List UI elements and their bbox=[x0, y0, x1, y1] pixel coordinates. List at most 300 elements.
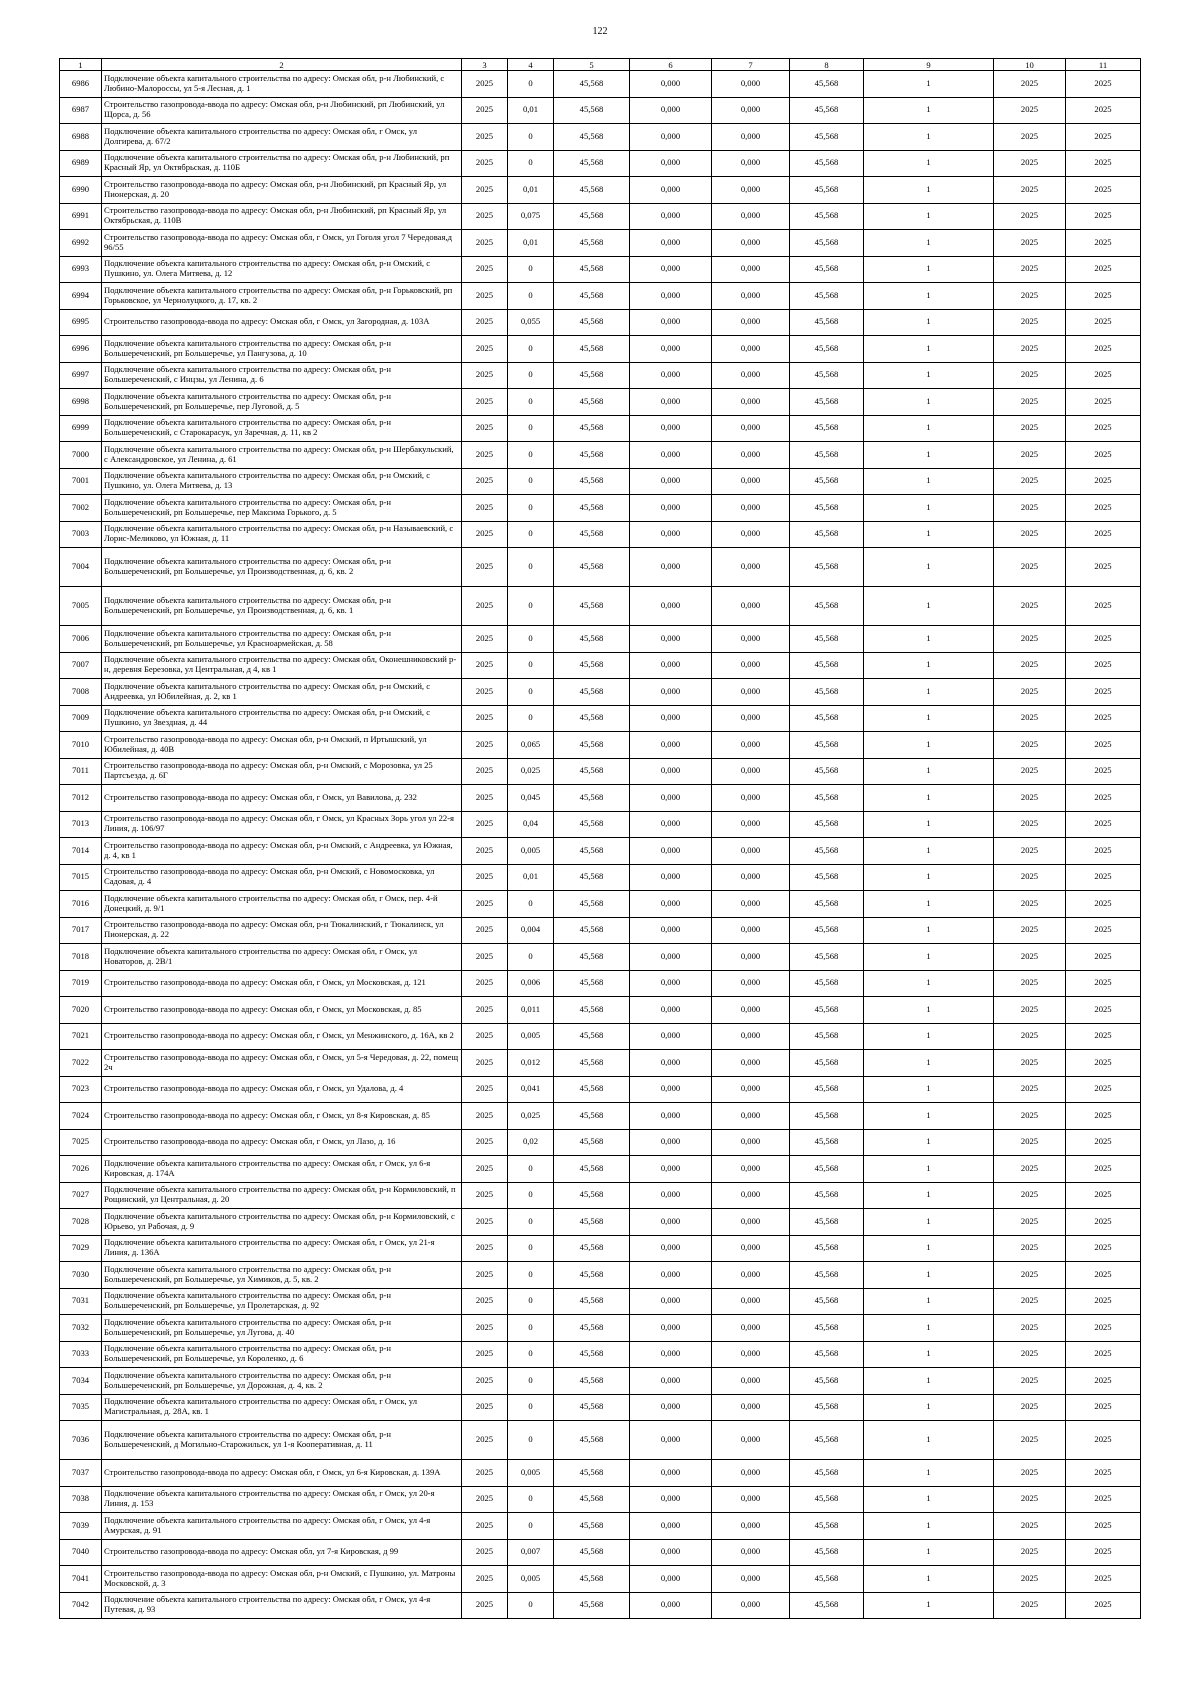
col-8-value: 45,568 bbox=[790, 1486, 864, 1513]
col-5-value: 45,568 bbox=[554, 785, 630, 812]
col-3-value: 2025 bbox=[462, 1156, 508, 1183]
col-5-value: 45,568 bbox=[554, 442, 630, 469]
object-description: Строительство газопровода-ввода по адресу: Омская обл, р-н Любинский, рп Красный Яр, ул Пионерская, д. 20 bbox=[102, 177, 462, 204]
col-3-value: 2025 bbox=[462, 1592, 508, 1619]
col-10-value: 2025 bbox=[994, 891, 1066, 918]
col-11-value: 2025 bbox=[1066, 1341, 1141, 1368]
col-6-value: 0,000 bbox=[630, 864, 712, 891]
table-row bbox=[60, 1566, 1141, 1593]
row-number: 7011 bbox=[60, 758, 102, 785]
col-6-value: 0,000 bbox=[630, 1103, 712, 1130]
col-10-value: 2025 bbox=[994, 468, 1066, 495]
col-11-value: 2025 bbox=[1066, 1235, 1141, 1262]
col-5-value: 45,568 bbox=[554, 1486, 630, 1513]
col-8-value: 45,568 bbox=[790, 521, 864, 548]
col-10-value: 2025 bbox=[994, 1486, 1066, 1513]
col-8-value: 45,568 bbox=[790, 415, 864, 442]
col-8-value: 45,568 bbox=[790, 1513, 864, 1540]
col-4-value: 0 bbox=[508, 1209, 554, 1236]
object-description: Строительство газопровода-ввода по адресу: Омская обл, р-н Любинский, рп Любинский, ул Щорса, д. 56 bbox=[102, 97, 462, 124]
col-3-value: 2025 bbox=[462, 758, 508, 785]
col-6-value: 0,000 bbox=[630, 203, 712, 230]
col-8-value: 45,568 bbox=[790, 468, 864, 495]
col-5-value: 45,568 bbox=[554, 1421, 630, 1460]
col-3-value: 2025 bbox=[462, 1235, 508, 1262]
table-row bbox=[60, 1235, 1141, 1262]
col-5-value: 45,568 bbox=[554, 1182, 630, 1209]
table-row bbox=[60, 495, 1141, 522]
table-row bbox=[60, 864, 1141, 891]
col-5-value: 45,568 bbox=[554, 864, 630, 891]
col-8-value: 45,568 bbox=[790, 309, 864, 336]
col-6-value: 0,000 bbox=[630, 521, 712, 548]
col-5-value: 45,568 bbox=[554, 71, 630, 98]
col-8-value: 45,568 bbox=[790, 150, 864, 177]
column-header: 6 bbox=[630, 59, 712, 71]
col-8-value: 45,568 bbox=[790, 71, 864, 98]
col-3-value: 2025 bbox=[462, 1103, 508, 1130]
col-6-value: 0,000 bbox=[630, 1394, 712, 1421]
col-10-value: 2025 bbox=[994, 548, 1066, 587]
col-5-value: 45,568 bbox=[554, 1394, 630, 1421]
table-row bbox=[60, 705, 1141, 732]
col-10-value: 2025 bbox=[994, 1235, 1066, 1262]
col-9-value: 1 bbox=[864, 705, 994, 732]
object-description: Строительство газопровода-ввода по адресу: Омская обл, г Омск, ул 8-я Кировская, д. 85 bbox=[102, 1103, 462, 1130]
col-9-value: 1 bbox=[864, 177, 994, 204]
col-10-value: 2025 bbox=[994, 203, 1066, 230]
col-8-value: 45,568 bbox=[790, 917, 864, 944]
col-10-value: 2025 bbox=[994, 230, 1066, 257]
col-8-value: 45,568 bbox=[790, 1368, 864, 1395]
col-3-value: 2025 bbox=[462, 256, 508, 283]
object-description: Подключение объекта капитального строительства по адресу: Омская обл, р-н Большереченский, д Могильно-Старожильск, ул 1-я Кооперативная, д. 11 bbox=[102, 1421, 462, 1460]
column-header: 11 bbox=[1066, 59, 1141, 71]
object-description: Подключение объекта капитального строительства по адресу: Омская обл, г Омск, ул 6-я Кировская, д. 174А bbox=[102, 1156, 462, 1183]
col-5-value: 45,568 bbox=[554, 336, 630, 363]
col-10-value: 2025 bbox=[994, 838, 1066, 865]
col-6-value: 0,000 bbox=[630, 283, 712, 310]
col-4-value: 0 bbox=[508, 1315, 554, 1342]
col-3-value: 2025 bbox=[462, 1341, 508, 1368]
table-row bbox=[60, 521, 1141, 548]
col-10-value: 2025 bbox=[994, 97, 1066, 124]
col-5-value: 45,568 bbox=[554, 495, 630, 522]
col-11-value: 2025 bbox=[1066, 1394, 1141, 1421]
table-row bbox=[60, 1513, 1141, 1540]
col-5-value: 45,568 bbox=[554, 362, 630, 389]
table-row bbox=[60, 970, 1141, 997]
col-10-value: 2025 bbox=[994, 1539, 1066, 1566]
col-3-value: 2025 bbox=[462, 838, 508, 865]
col-7-value: 0,000 bbox=[712, 1156, 790, 1183]
col-11-value: 2025 bbox=[1066, 944, 1141, 971]
object-description: Подключение объекта капитального строительства по адресу: Омская обл, г Омск, ул Новаторов, д. 2В/1 bbox=[102, 944, 462, 971]
col-3-value: 2025 bbox=[462, 415, 508, 442]
col-3-value: 2025 bbox=[462, 283, 508, 310]
col-9-value: 1 bbox=[864, 1209, 994, 1236]
col-6-value: 0,000 bbox=[630, 785, 712, 812]
col-8-value: 45,568 bbox=[790, 1341, 864, 1368]
col-8-value: 45,568 bbox=[790, 864, 864, 891]
col-11-value: 2025 bbox=[1066, 309, 1141, 336]
table-row bbox=[60, 362, 1141, 389]
col-5-value: 45,568 bbox=[554, 415, 630, 442]
table-row bbox=[60, 389, 1141, 416]
col-7-value: 0,000 bbox=[712, 1368, 790, 1395]
col-11-value: 2025 bbox=[1066, 997, 1141, 1024]
col-5-value: 45,568 bbox=[554, 309, 630, 336]
col-10-value: 2025 bbox=[994, 150, 1066, 177]
col-6-value: 0,000 bbox=[630, 1076, 712, 1103]
col-11-value: 2025 bbox=[1066, 1129, 1141, 1156]
row-number: 7027 bbox=[60, 1182, 102, 1209]
col-3-value: 2025 bbox=[462, 203, 508, 230]
col-10-value: 2025 bbox=[994, 1368, 1066, 1395]
col-7-value: 0,000 bbox=[712, 997, 790, 1024]
table-row bbox=[60, 1486, 1141, 1513]
row-number: 7020 bbox=[60, 997, 102, 1024]
row-number: 7037 bbox=[60, 1460, 102, 1487]
col-4-value: 0 bbox=[508, 415, 554, 442]
col-5-value: 45,568 bbox=[554, 838, 630, 865]
object-description: Строительство газопровода-ввода по адресу: Омская обл, р-н Любинский, рп Красный Яр, ул Октябрьская, д. 110В bbox=[102, 203, 462, 230]
col-4-value: 0,012 bbox=[508, 1050, 554, 1077]
col-5-value: 45,568 bbox=[554, 732, 630, 759]
col-11-value: 2025 bbox=[1066, 838, 1141, 865]
col-5-value: 45,568 bbox=[554, 811, 630, 838]
col-4-value: 0 bbox=[508, 71, 554, 98]
col-3-value: 2025 bbox=[462, 679, 508, 706]
col-6-value: 0,000 bbox=[630, 1050, 712, 1077]
col-8-value: 45,568 bbox=[790, 1209, 864, 1236]
col-11-value: 2025 bbox=[1066, 1566, 1141, 1593]
col-10-value: 2025 bbox=[994, 1460, 1066, 1487]
row-number: 7030 bbox=[60, 1262, 102, 1289]
row-number: 7038 bbox=[60, 1486, 102, 1513]
table-row bbox=[60, 1103, 1141, 1130]
table-row bbox=[60, 1539, 1141, 1566]
col-11-value: 2025 bbox=[1066, 970, 1141, 997]
col-6-value: 0,000 bbox=[630, 124, 712, 151]
row-number: 7022 bbox=[60, 1050, 102, 1077]
row-number: 7010 bbox=[60, 732, 102, 759]
col-10-value: 2025 bbox=[994, 864, 1066, 891]
col-8-value: 45,568 bbox=[790, 495, 864, 522]
col-6-value: 0,000 bbox=[630, 495, 712, 522]
col-5-value: 45,568 bbox=[554, 230, 630, 257]
col-4-value: 0 bbox=[508, 389, 554, 416]
col-3-value: 2025 bbox=[462, 336, 508, 363]
col-10-value: 2025 bbox=[994, 705, 1066, 732]
col-10-value: 2025 bbox=[994, 917, 1066, 944]
col-11-value: 2025 bbox=[1066, 256, 1141, 283]
col-11-value: 2025 bbox=[1066, 679, 1141, 706]
col-10-value: 2025 bbox=[994, 944, 1066, 971]
col-11-value: 2025 bbox=[1066, 97, 1141, 124]
col-3-value: 2025 bbox=[462, 521, 508, 548]
col-5-value: 45,568 bbox=[554, 1513, 630, 1540]
table-row bbox=[60, 838, 1141, 865]
object-description: Подключение объекта капитального строительства по адресу: Омская обл, р-н Омский, с Пушкино, ул Звездная, д. 44 bbox=[102, 705, 462, 732]
table-row bbox=[60, 177, 1141, 204]
col-9-value: 1 bbox=[864, 1486, 994, 1513]
col-9-value: 1 bbox=[864, 1050, 994, 1077]
col-7-value: 0,000 bbox=[712, 283, 790, 310]
row-number: 6986 bbox=[60, 71, 102, 98]
col-8-value: 45,568 bbox=[790, 548, 864, 587]
col-3-value: 2025 bbox=[462, 1076, 508, 1103]
col-9-value: 1 bbox=[864, 362, 994, 389]
col-9-value: 1 bbox=[864, 1235, 994, 1262]
col-3-value: 2025 bbox=[462, 944, 508, 971]
col-4-value: 0 bbox=[508, 124, 554, 151]
row-number: 6992 bbox=[60, 230, 102, 257]
col-4-value: 0 bbox=[508, 1182, 554, 1209]
col-4-value: 0 bbox=[508, 495, 554, 522]
col-6-value: 0,000 bbox=[630, 150, 712, 177]
col-5-value: 45,568 bbox=[554, 705, 630, 732]
col-3-value: 2025 bbox=[462, 1394, 508, 1421]
col-11-value: 2025 bbox=[1066, 124, 1141, 151]
col-4-value: 0 bbox=[508, 1513, 554, 1540]
table-row bbox=[60, 732, 1141, 759]
header-row bbox=[60, 59, 1141, 71]
col-6-value: 0,000 bbox=[630, 679, 712, 706]
row-number: 7009 bbox=[60, 705, 102, 732]
row-number: 7018 bbox=[60, 944, 102, 971]
col-11-value: 2025 bbox=[1066, 1209, 1141, 1236]
col-5-value: 45,568 bbox=[554, 652, 630, 679]
col-4-value: 0 bbox=[508, 468, 554, 495]
col-10-value: 2025 bbox=[994, 652, 1066, 679]
col-10-value: 2025 bbox=[994, 1262, 1066, 1289]
col-7-value: 0,000 bbox=[712, 811, 790, 838]
col-4-value: 0 bbox=[508, 442, 554, 469]
row-number: 7016 bbox=[60, 891, 102, 918]
col-4-value: 0,01 bbox=[508, 177, 554, 204]
row-number: 7000 bbox=[60, 442, 102, 469]
col-6-value: 0,000 bbox=[630, 1460, 712, 1487]
col-9-value: 1 bbox=[864, 1368, 994, 1395]
col-6-value: 0,000 bbox=[630, 1341, 712, 1368]
object-description: Строительство газопровода-ввода по адресу: Омская обл, р-н Омский, с Морозовка, ул 25 Партсъезда, д. 6Г bbox=[102, 758, 462, 785]
col-10-value: 2025 bbox=[994, 1209, 1066, 1236]
col-10-value: 2025 bbox=[994, 124, 1066, 151]
col-7-value: 0,000 bbox=[712, 1592, 790, 1619]
col-11-value: 2025 bbox=[1066, 1076, 1141, 1103]
col-5-value: 45,568 bbox=[554, 548, 630, 587]
object-description: Подключение объекта капитального строительства по адресу: Омская обл, г Омск, ул Долгирева, д. 67/2 bbox=[102, 124, 462, 151]
col-5-value: 45,568 bbox=[554, 1539, 630, 1566]
col-3-value: 2025 bbox=[462, 997, 508, 1024]
row-number: 7001 bbox=[60, 468, 102, 495]
col-9-value: 1 bbox=[864, 1592, 994, 1619]
col-3-value: 2025 bbox=[462, 1262, 508, 1289]
col-11-value: 2025 bbox=[1066, 521, 1141, 548]
col-9-value: 1 bbox=[864, 1539, 994, 1566]
object-description: Подключение объекта капитального строительства по адресу: Омская обл, р-н Кормиловский, п Рощинский, ул Центральная, д. 20 bbox=[102, 1182, 462, 1209]
col-6-value: 0,000 bbox=[630, 1513, 712, 1540]
object-description: Строительство газопровода-ввода по адресу: Омская обл, г Омск, ул Московская, д. 85 bbox=[102, 997, 462, 1024]
col-5-value: 45,568 bbox=[554, 626, 630, 653]
col-8-value: 45,568 bbox=[790, 1539, 864, 1566]
col-9-value: 1 bbox=[864, 1566, 994, 1593]
row-number: 7041 bbox=[60, 1566, 102, 1593]
col-8-value: 45,568 bbox=[790, 1023, 864, 1050]
col-7-value: 0,000 bbox=[712, 838, 790, 865]
col-9-value: 1 bbox=[864, 811, 994, 838]
col-10-value: 2025 bbox=[994, 1592, 1066, 1619]
col-9-value: 1 bbox=[864, 652, 994, 679]
object-description: Подключение объекта капитального строительства по адресу: Омская обл, р-н Большереченский, с Инцзы, ул Ленина, д. 6 bbox=[102, 362, 462, 389]
col-10-value: 2025 bbox=[994, 587, 1066, 626]
col-7-value: 0,000 bbox=[712, 71, 790, 98]
col-3-value: 2025 bbox=[462, 1129, 508, 1156]
col-10-value: 2025 bbox=[994, 177, 1066, 204]
col-3-value: 2025 bbox=[462, 917, 508, 944]
col-11-value: 2025 bbox=[1066, 626, 1141, 653]
col-7-value: 0,000 bbox=[712, 1513, 790, 1540]
row-number: 6987 bbox=[60, 97, 102, 124]
col-4-value: 0 bbox=[508, 652, 554, 679]
table-row bbox=[60, 944, 1141, 971]
col-9-value: 1 bbox=[864, 283, 994, 310]
col-11-value: 2025 bbox=[1066, 1486, 1141, 1513]
object-description: Подключение объекта капитального строительства по адресу: Омская обл, р-н Любинский, рп Красный Яр, ул Октябрьская, д. 110Б bbox=[102, 150, 462, 177]
col-10-value: 2025 bbox=[994, 997, 1066, 1024]
row-number: 6995 bbox=[60, 309, 102, 336]
col-4-value: 0,045 bbox=[508, 785, 554, 812]
table-row bbox=[60, 1129, 1141, 1156]
row-number: 7019 bbox=[60, 970, 102, 997]
col-3-value: 2025 bbox=[462, 389, 508, 416]
table-row bbox=[60, 468, 1141, 495]
col-7-value: 0,000 bbox=[712, 415, 790, 442]
col-11-value: 2025 bbox=[1066, 495, 1141, 522]
col-8-value: 45,568 bbox=[790, 705, 864, 732]
col-3-value: 2025 bbox=[462, 652, 508, 679]
col-11-value: 2025 bbox=[1066, 758, 1141, 785]
col-7-value: 0,000 bbox=[712, 652, 790, 679]
col-9-value: 1 bbox=[864, 1103, 994, 1130]
col-8-value: 45,568 bbox=[790, 679, 864, 706]
col-6-value: 0,000 bbox=[630, 1315, 712, 1342]
col-6-value: 0,000 bbox=[630, 970, 712, 997]
col-9-value: 1 bbox=[864, 626, 994, 653]
col-5-value: 45,568 bbox=[554, 150, 630, 177]
object-description: Строительство газопровода-ввода по адресу: Омская обл, г Омск, ул 6-я Кировская, д. 139А bbox=[102, 1460, 462, 1487]
row-number: 7026 bbox=[60, 1156, 102, 1183]
col-9-value: 1 bbox=[864, 256, 994, 283]
col-8-value: 45,568 bbox=[790, 758, 864, 785]
table-row bbox=[60, 997, 1141, 1024]
col-9-value: 1 bbox=[864, 1288, 994, 1315]
row-number: 6997 bbox=[60, 362, 102, 389]
col-3-value: 2025 bbox=[462, 864, 508, 891]
col-9-value: 1 bbox=[864, 891, 994, 918]
col-4-value: 0,005 bbox=[508, 1460, 554, 1487]
row-number: 7028 bbox=[60, 1209, 102, 1236]
col-5-value: 45,568 bbox=[554, 1460, 630, 1487]
col-10-value: 2025 bbox=[994, 1315, 1066, 1342]
col-5-value: 45,568 bbox=[554, 891, 630, 918]
col-9-value: 1 bbox=[864, 679, 994, 706]
col-11-value: 2025 bbox=[1066, 1288, 1141, 1315]
col-7-value: 0,000 bbox=[712, 256, 790, 283]
object-description: Строительство газопровода-ввода по адресу: Омская обл, ул 7-я Кировская, д 99 bbox=[102, 1539, 462, 1566]
col-7-value: 0,000 bbox=[712, 124, 790, 151]
col-4-value: 0 bbox=[508, 1341, 554, 1368]
col-8-value: 45,568 bbox=[790, 177, 864, 204]
col-6-value: 0,000 bbox=[630, 389, 712, 416]
table-row bbox=[60, 917, 1141, 944]
col-3-value: 2025 bbox=[462, 1050, 508, 1077]
col-8-value: 45,568 bbox=[790, 587, 864, 626]
col-3-value: 2025 bbox=[462, 891, 508, 918]
col-7-value: 0,000 bbox=[712, 970, 790, 997]
row-number: 7003 bbox=[60, 521, 102, 548]
table-row bbox=[60, 587, 1141, 626]
row-number: 7033 bbox=[60, 1341, 102, 1368]
col-7-value: 0,000 bbox=[712, 389, 790, 416]
col-8-value: 45,568 bbox=[790, 1156, 864, 1183]
col-8-value: 45,568 bbox=[790, 838, 864, 865]
col-3-value: 2025 bbox=[462, 1368, 508, 1395]
col-10-value: 2025 bbox=[994, 1156, 1066, 1183]
row-number: 7040 bbox=[60, 1539, 102, 1566]
col-9-value: 1 bbox=[864, 71, 994, 98]
col-3-value: 2025 bbox=[462, 309, 508, 336]
col-11-value: 2025 bbox=[1066, 732, 1141, 759]
col-11-value: 2025 bbox=[1066, 283, 1141, 310]
col-11-value: 2025 bbox=[1066, 1156, 1141, 1183]
col-11-value: 2025 bbox=[1066, 891, 1141, 918]
row-number: 7023 bbox=[60, 1076, 102, 1103]
col-3-value: 2025 bbox=[462, 495, 508, 522]
col-6-value: 0,000 bbox=[630, 415, 712, 442]
col-8-value: 45,568 bbox=[790, 626, 864, 653]
col-8-value: 45,568 bbox=[790, 944, 864, 971]
object-description: Подключение объекта капитального строительства по адресу: Омская обл, г Омск, ул Магистральная, д. 28А, кв. 1 bbox=[102, 1394, 462, 1421]
col-4-value: 0,065 bbox=[508, 732, 554, 759]
col-3-value: 2025 bbox=[462, 1539, 508, 1566]
col-6-value: 0,000 bbox=[630, 1023, 712, 1050]
row-number: 7024 bbox=[60, 1103, 102, 1130]
col-11-value: 2025 bbox=[1066, 71, 1141, 98]
col-8-value: 45,568 bbox=[790, 1394, 864, 1421]
col-10-value: 2025 bbox=[994, 1421, 1066, 1460]
col-4-value: 0,004 bbox=[508, 917, 554, 944]
col-11-value: 2025 bbox=[1066, 468, 1141, 495]
col-9-value: 1 bbox=[864, 1341, 994, 1368]
col-9-value: 1 bbox=[864, 1513, 994, 1540]
table-row bbox=[60, 652, 1141, 679]
col-9-value: 1 bbox=[864, 758, 994, 785]
col-7-value: 0,000 bbox=[712, 705, 790, 732]
col-11-value: 2025 bbox=[1066, 1368, 1141, 1395]
object-description: Строительство газопровода-ввода по адресу: Омская обл, г Омск, ул Загородная, д. 103А bbox=[102, 309, 462, 336]
object-description: Строительство газопровода-ввода по адресу: Омская обл, р-н Омский, с Пушкино, ул. Матроны Московской, д. 3 bbox=[102, 1566, 462, 1593]
table-row bbox=[60, 1592, 1141, 1619]
col-9-value: 1 bbox=[864, 1262, 994, 1289]
table-row bbox=[60, 415, 1141, 442]
col-10-value: 2025 bbox=[994, 1129, 1066, 1156]
col-3-value: 2025 bbox=[462, 1209, 508, 1236]
col-10-value: 2025 bbox=[994, 1103, 1066, 1130]
col-4-value: 0,055 bbox=[508, 309, 554, 336]
col-9-value: 1 bbox=[864, 203, 994, 230]
